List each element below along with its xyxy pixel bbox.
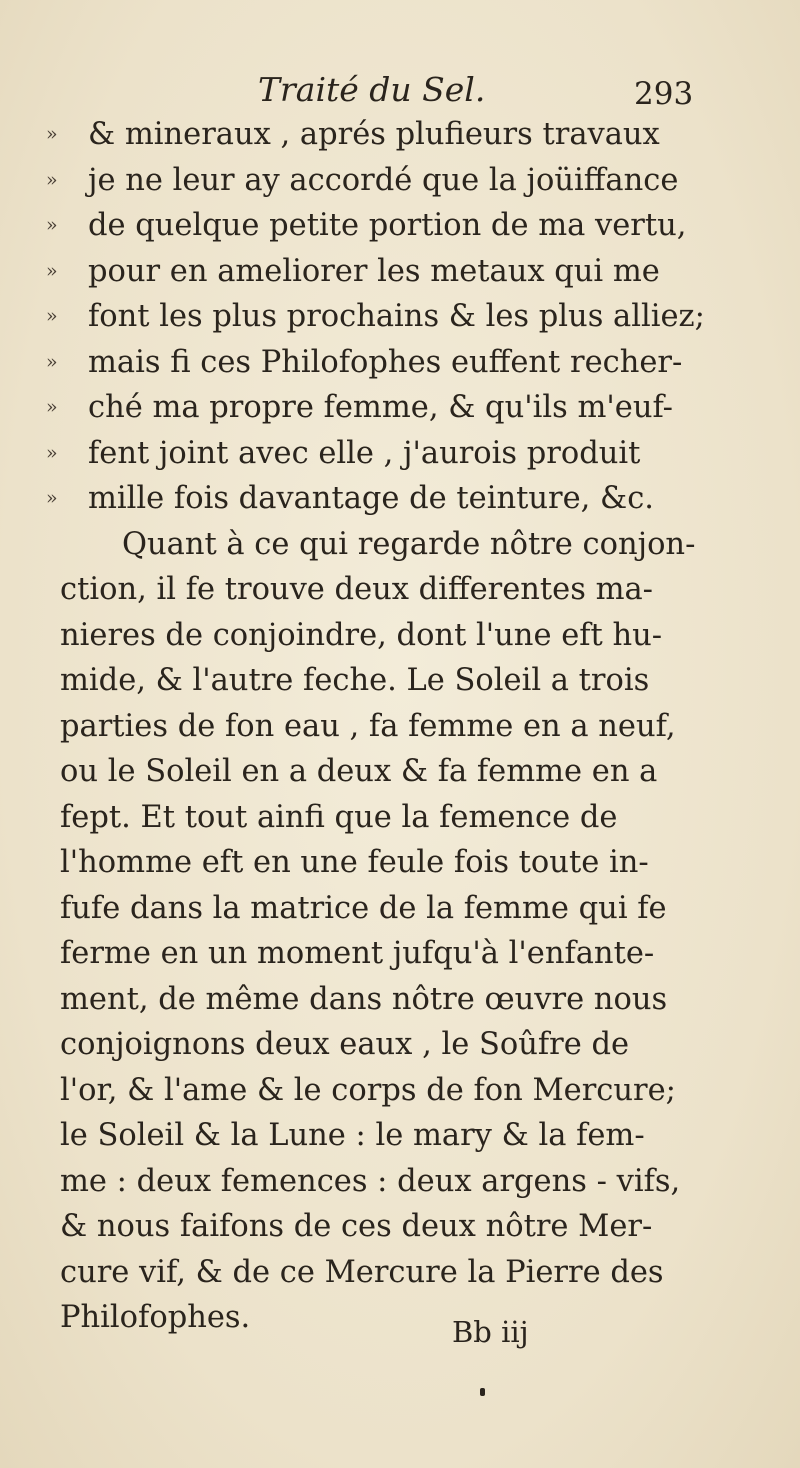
text-line: [60, 1204, 750, 1250]
text-line: [60, 795, 750, 841]
line-text: ction, il fe trouve deux differentes ma-: [60, 572, 653, 607]
text-line: [46, 340, 750, 386]
signature-mark: Bb iij: [452, 1315, 529, 1349]
line-text: cure vif, & de ce Mercure la Pierre des: [60, 1254, 664, 1290]
line-text: l'homme eft en une feule fois toute in-: [60, 845, 649, 880]
text-line: [60, 704, 750, 750]
text-line: [60, 522, 750, 568]
text-line: [60, 1250, 750, 1296]
text-line: [60, 658, 750, 704]
text-line: [46, 158, 750, 204]
line-text: ou le Soleil en a deux & fa femme en a: [60, 754, 658, 789]
running-header: [0, 68, 800, 118]
text-line: [46, 385, 750, 431]
text-line: [60, 567, 750, 613]
page-number: 293: [634, 76, 694, 112]
text-line: [46, 112, 750, 158]
line-text: mais fi ces Philofophes euffent recher-: [88, 344, 683, 380]
line-text: fent joint avec elle , j'aurois produit: [88, 435, 641, 471]
quote-mark: »: [46, 441, 58, 464]
text-line: [46, 249, 750, 295]
text-line: [46, 476, 750, 522]
line-text: l'or, & l'ame & le corps de fon Mercure;: [60, 1072, 676, 1108]
body-text: [46, 112, 750, 1341]
line-text: ment, de même dans nôtre œuvre nous: [60, 981, 668, 1017]
quote-mark: »: [46, 350, 58, 373]
text-line: [60, 931, 750, 977]
line-text: mille fois davantage de teinture, &c.: [88, 481, 654, 516]
quote-mark: »: [46, 123, 58, 145]
line-text: ferme en un moment jufqu'à l'enfante-: [60, 936, 655, 971]
ink-speck: [480, 1388, 485, 1396]
line-text: ché ma propre femme, & qu'ils m'euf-: [88, 390, 673, 425]
line-text: parties de fon eau , fa femme en a neuf,: [60, 708, 676, 744]
text-line: [46, 431, 750, 477]
line-text: & nous faifons de ces deux nôtre Mer-: [60, 1209, 653, 1244]
line-text: conjoignons deux eaux , le Soûfre de: [60, 1027, 630, 1062]
line-text: de quelque petite portion de ma vertu,: [88, 208, 687, 243]
quote-mark: »: [46, 259, 58, 282]
text-line: [60, 977, 750, 1023]
text-line: [60, 1159, 750, 1205]
line-text: je ne leur ay accordé que la joüiffance: [88, 162, 679, 198]
text-line: [60, 613, 750, 659]
quote-mark: »: [46, 487, 58, 509]
quote-mark: »: [46, 214, 58, 236]
line-text: pour en ameliorer les metaux qui me: [88, 253, 660, 289]
text-line: [46, 203, 750, 249]
line-text: Quant à ce qui regarde nôtre conjon-: [122, 526, 696, 562]
line-text: fept. Et tout ainfi que la femence de: [60, 799, 618, 835]
text-line: [60, 1022, 750, 1068]
text-line: [60, 749, 750, 795]
quote-mark: »: [46, 396, 58, 418]
line-text: & mineraux , aprés plufieurs travaux: [88, 117, 660, 152]
text-line: [60, 1295, 750, 1341]
line-text: fufe dans la matrice de la femme qui fe: [60, 890, 667, 926]
line-text: nieres de conjoindre, dont l'une eft hu-: [60, 617, 663, 653]
line-text: me : deux femences : deux argens - vifs,: [60, 1163, 681, 1199]
running-title: Traité du Sel.: [258, 70, 486, 109]
text-line: [46, 294, 750, 340]
quote-mark: »: [46, 305, 58, 327]
line-text: font les plus prochains & les plus alliez;: [88, 299, 705, 334]
line-text: le Soleil & la Lune : le mary & la fem-: [60, 1118, 645, 1153]
text-line: [60, 1113, 750, 1159]
text-line: [60, 840, 750, 886]
text-line: [60, 1068, 750, 1114]
line-text: Philofophes.: [60, 1300, 251, 1335]
text-line: [60, 886, 750, 932]
line-text: mide, & l'autre feche. Le Soleil a trois: [60, 663, 650, 698]
quote-mark: »: [46, 168, 58, 191]
